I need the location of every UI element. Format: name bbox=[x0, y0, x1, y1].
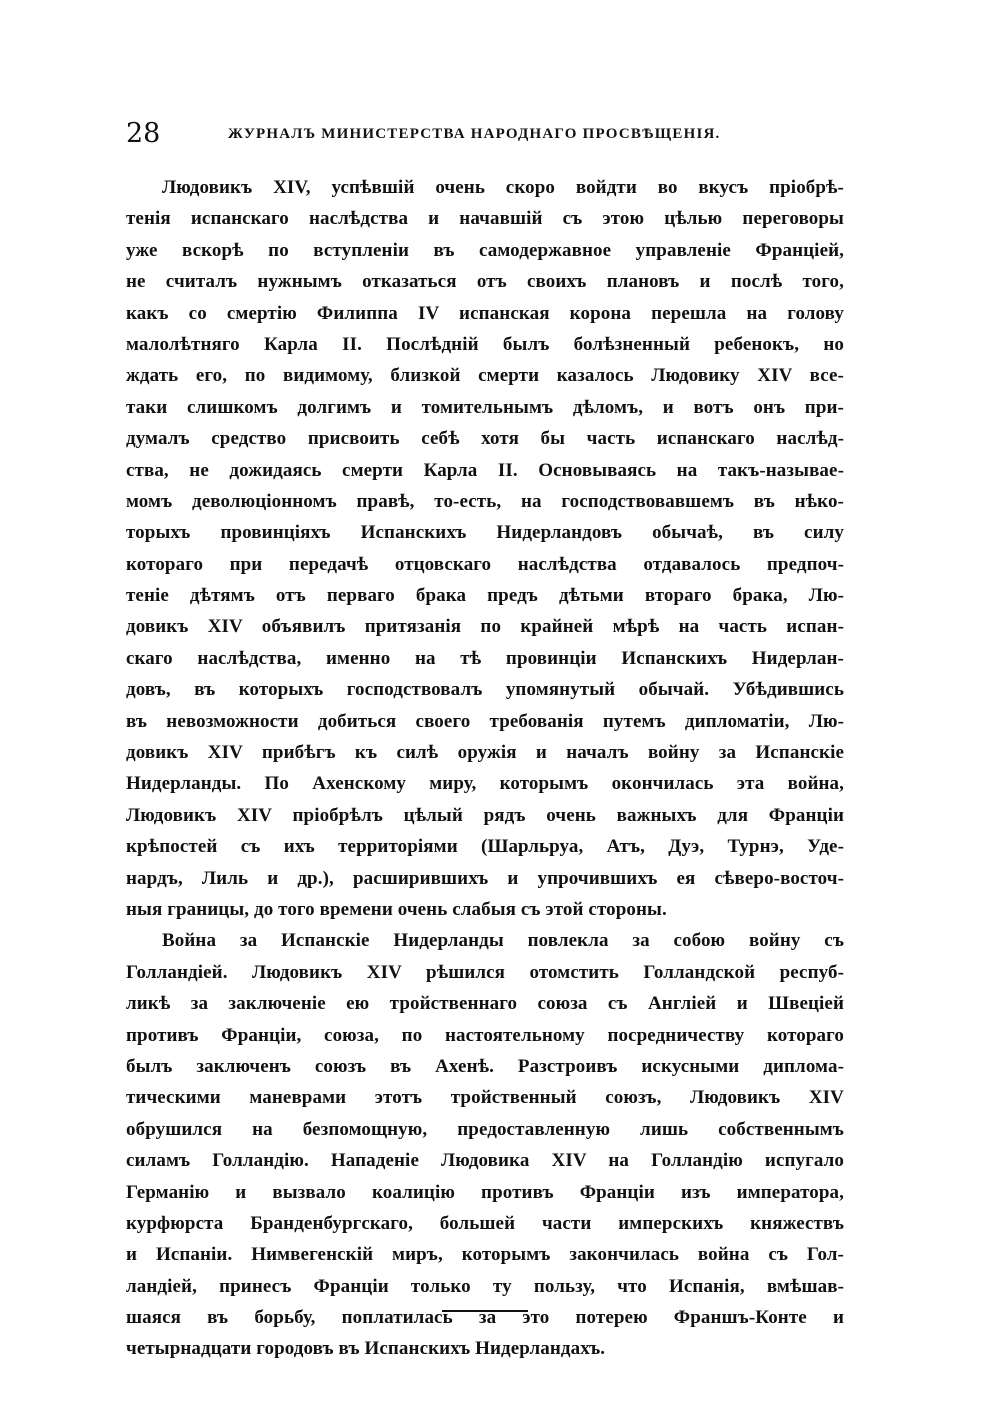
text-line: какъ со смертію Филиппа IV испанская корона перешла на голову bbox=[126, 302, 844, 324]
text-line: торыхъ провинціяхъ Испанскихъ Нидерландовъ обычаѣ, въ силу bbox=[126, 522, 844, 544]
text-line: тенія испанскаго наслѣдства и начавшій съ этою цѣлью переговоры bbox=[126, 208, 844, 230]
page-header bbox=[126, 118, 876, 158]
text-line: крѣпостей съ ихъ территоріями (Шарльруа, Атъ, Дуэ, Турнэ, Уде- bbox=[126, 836, 844, 858]
text-line: ждать его, по видимому, близкой смерти казалось Людовику XIV все- bbox=[126, 365, 844, 387]
text-line: въ невозможности добиться своего требованія путемъ дипломатіи, Лю- bbox=[126, 710, 844, 732]
text-line: момъ деволюціонномъ правѣ, то-есть, на господствовавшемъ въ нѣко- bbox=[126, 490, 844, 512]
text-line: котораго при передачѣ отцовскаго наслѣдства отдавалось предпоч- bbox=[126, 553, 844, 575]
page-number: 28 bbox=[126, 118, 161, 149]
end-rule bbox=[442, 1310, 528, 1312]
text-line: довъ, въ которыхъ господствовалъ упомянутый обычай. Убѣдившись bbox=[126, 679, 844, 701]
text-line: уже вскорѣ по вступленіи въ самодержавное управленіе Франціей, bbox=[126, 239, 844, 261]
text-line: Людовикъ XIV пріобрѣлъ цѣлый рядъ очень важныхъ для Франціи bbox=[126, 804, 844, 826]
text-line: шаяся въ борьбу, поплатилась за это потерею Франшъ-Конте и bbox=[126, 1307, 844, 1329]
text-line: скаго наслѣдства, именно на тѣ провинціи Испанскихъ Нидерлан- bbox=[126, 647, 844, 669]
text-line: ландіей, принесъ Франціи только ту пользу, что Испанія, вмѣшав- bbox=[126, 1275, 844, 1297]
text-line: противъ Франціи, союза, по настоятельному посредничеству котораго bbox=[126, 1024, 844, 1046]
text-line: нардъ, Лиль и др.), расширившихъ и упрочившихъ ея сѣверо-восточ- bbox=[126, 867, 844, 889]
text-line: теніе дѣтямъ отъ перваго брака предъ дѣтьми втораго брака, Лю- bbox=[126, 585, 844, 607]
text-line: и Испаніи. Нимвегенскій миръ, которымъ закончилась война съ Гол- bbox=[126, 1244, 844, 1266]
text-line: Нидерланды. По Ахенскому миру, которымъ окончилась эта война, bbox=[126, 773, 844, 795]
body-text bbox=[126, 172, 844, 1365]
text-line: Война за Испанскіе Нидерланды повлекла за собою войну съ bbox=[162, 930, 844, 952]
text-line: Германію и вызвало коалицію противъ Франціи изъ императора, bbox=[126, 1181, 844, 1203]
paragraph-2 bbox=[126, 925, 844, 1364]
text-line: былъ заключенъ союзъ въ Ахенѣ. Разстроивъ искусными диплома- bbox=[126, 1055, 844, 1077]
text-line: Людовикъ XIV, успѣвшій очень скоро войдти во вкусъ пріобрѣ- bbox=[162, 177, 844, 198]
paragraph-1 bbox=[126, 172, 844, 925]
text-line: ства, не дожидаясь смерти Карла II. Основываясь на такъ-называе- bbox=[126, 459, 844, 481]
text-line: обрушился на безпомощную, предоставленную лишь собственнымъ bbox=[126, 1118, 844, 1140]
text-line: ликѣ за заключеніе ею тройственнаго союза съ Англіей и Швеціей bbox=[126, 993, 844, 1015]
text-line: не считалъ нужнымъ отказаться отъ своихъ плановъ и послѣ того, bbox=[126, 271, 844, 293]
text-line: малолѣтняго Карла II. Послѣдній былъ болѣзненный ребенокъ, но bbox=[126, 333, 844, 355]
text-line: курфюрста Бранденбургскаго, большей части имперскихъ княжествъ bbox=[126, 1212, 844, 1234]
text-line: четырнадцати городовъ въ Испанскихъ Нидерландахъ. bbox=[126, 1338, 606, 1360]
text-line: тическими маневрами этотъ тройственный союзъ, Людовикъ XIV bbox=[126, 1087, 844, 1109]
text-line: ныя границы, до того времени очень слабыя съ этой стороны. bbox=[126, 898, 667, 920]
text-line: довикъ XIV объявилъ притязанія по крайней мѣрѣ на часть испан- bbox=[126, 616, 844, 638]
running-title: ЖУРНАЛЪ МИНИСТЕРСТВА НАРОДНАГО ПРОСВѢЩЕНІЯ. bbox=[228, 126, 721, 142]
text-line: думалъ средство присвоить себѣ хотя бы часть испанскаго наслѣд- bbox=[126, 428, 844, 450]
text-line: таки слишкомъ долгимъ и томительнымъ дѣломъ, и вотъ онъ при- bbox=[126, 396, 844, 418]
text-line: довикъ XIV прибѣгъ къ силѣ оружія и началъ войну за Испанскіе bbox=[126, 742, 844, 764]
text-line: силамъ Голландію. Нападеніе Людовика XIV на Голландію испугало bbox=[126, 1150, 844, 1172]
text-line: Голландіей. Людовикъ XIV рѣшился отомстить Голландской респуб- bbox=[126, 961, 844, 983]
